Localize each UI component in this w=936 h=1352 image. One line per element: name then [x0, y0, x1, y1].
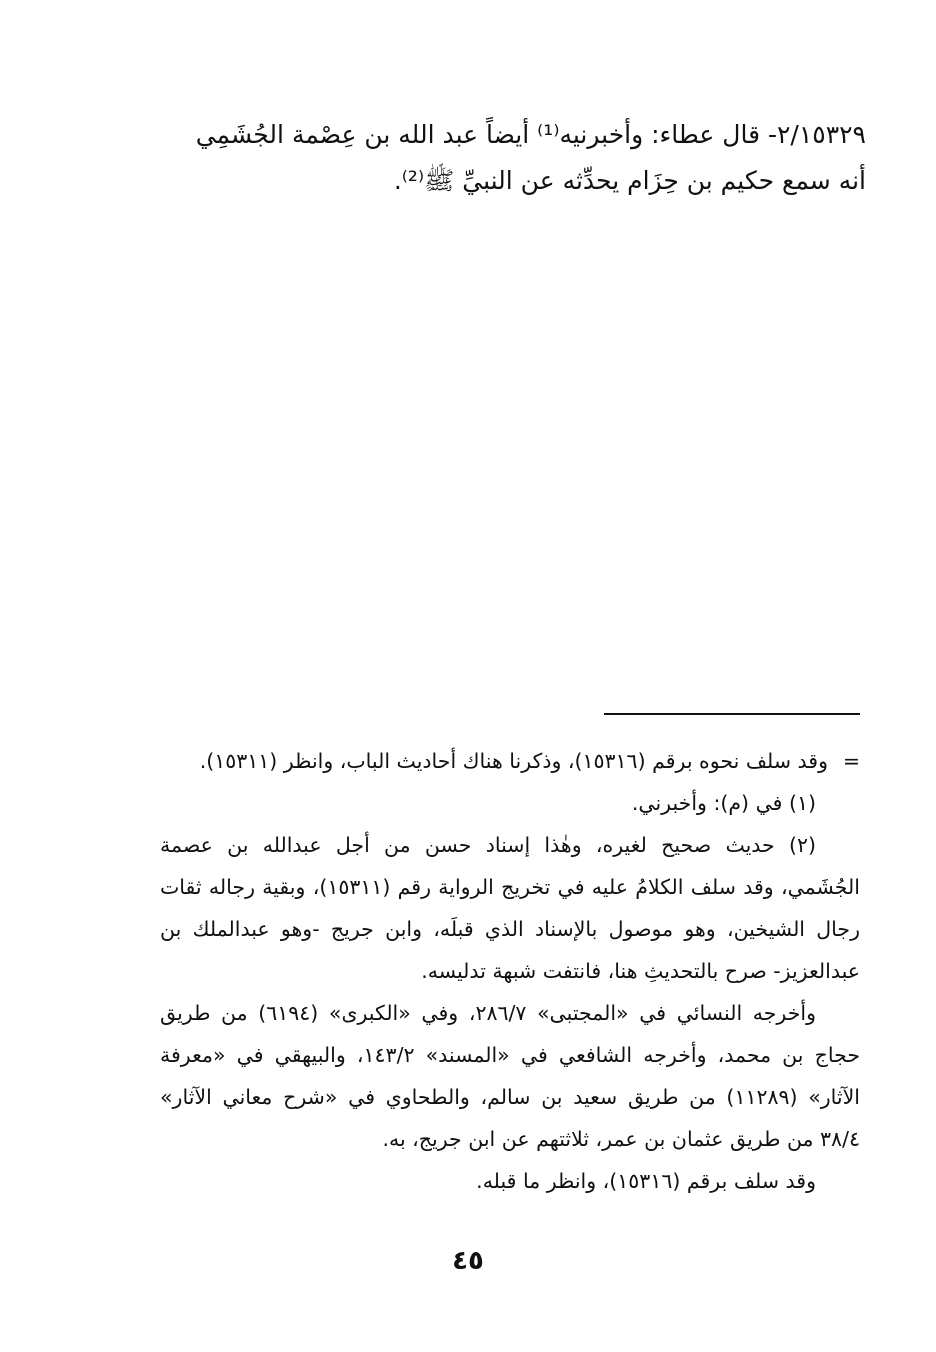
- continuation-text: وقد سلف نحوه برقم (١٥٣١٦)، وذكرنا هناك أحاديث الباب، وانظر (١٥٣١١).: [199, 749, 828, 773]
- footnote-continuation: [160, 740, 860, 782]
- footnote-2-paragraph-2: وأخرجه النسائي في «المجتبى» ٢٨٦/٧، وفي «الكبرى» (٦١٩٤) من طريق حجاج بن محمد، وأخرجه الشافعي في «المسند» ١٤٣/٢، والبيهقي في «معرفة الآثار» (١١٢٨٩) من طريق سعيد بن سالم، والطحاوي في «شرح معاني الآثار» ٣٨/٤ من طريق عثمان بن عمر، ثلاثتهم عن ابن جريج، به.: [160, 1001, 861, 1151]
- page-number: ٤٥: [452, 1246, 484, 1276]
- footnote-1: (١) في (م): وأخبرني.: [631, 791, 816, 815]
- hadith-text: [160, 112, 866, 204]
- footnote-2-paragraph-1: (٢) حديث صحيح لغيره، وهٰذا إسناد حسن من أجل عبدالله بن عصمة الجُشَمي، وقد سلف الكلامُ عليه في تخريج الرواية رقم (١٥٣١١)، وبقية رجاله ثقات رجال الشيخين، وهو موصول بالإسناد الذي قبلَه، وابن جريج -وهو عبدالملك بن عبدالعزيز- صرح بالتحديثِ هنا، فانتفت شبهة تدليسه.: [160, 833, 860, 983]
- hadith-line-2: أنه سمع حكيم بن حِزَام يحدِّثه عن النبيِّ ﷺ⁽²⁾.: [393, 166, 866, 195]
- footnote-divider: [604, 713, 860, 715]
- hadith-line-1: ٢/١٥٣٢٩- قال عطاء: وأخبرنيه⁽¹⁾ أيضاً عبد الله بن عِصْمة الجُشَمِي: [195, 120, 866, 149]
- continuation-mark: =: [842, 749, 860, 773]
- footnotes: [160, 740, 860, 1202]
- footnote-2-paragraph-3: وقد سلف برقم (١٥٣١٦)، وانظر ما قبله.: [476, 1169, 816, 1193]
